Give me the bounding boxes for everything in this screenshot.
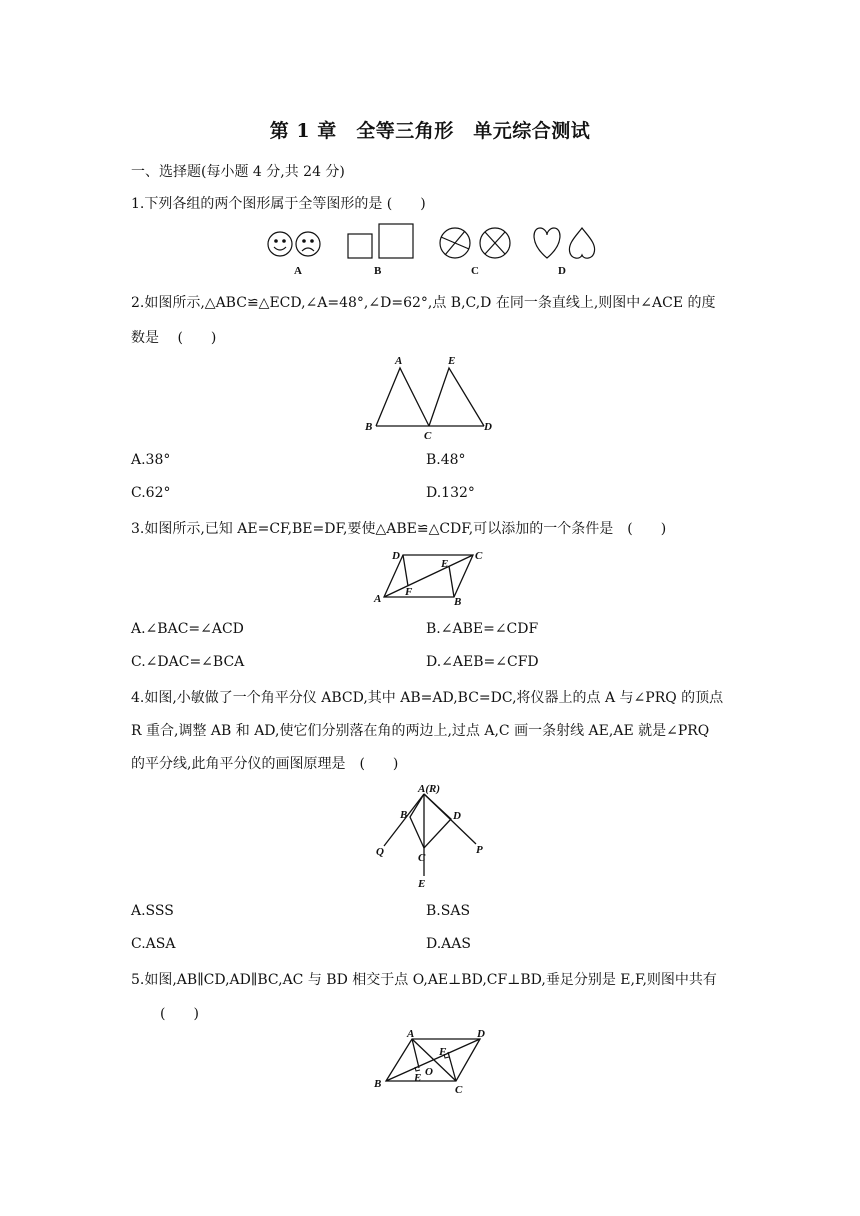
- q1-label-a: A: [294, 265, 302, 277]
- q5-label-o: O: [425, 1066, 433, 1078]
- question-3-figure: [370, 545, 495, 607]
- q1-label-c: C: [471, 265, 479, 277]
- q3-option-c[interactable]: C.∠DAC=∠BCA: [131, 654, 245, 670]
- q3-label-d: D: [392, 550, 400, 562]
- q4-option-c[interactable]: C.ASA: [131, 936, 176, 952]
- q3-option-d[interactable]: D.∠AEB=∠CFD: [426, 654, 539, 670]
- q4-label-e: E: [418, 878, 426, 890]
- q2-label-d: D: [484, 421, 492, 433]
- q4-option-b[interactable]: B.SAS: [426, 903, 471, 919]
- question-1-figure: [258, 222, 608, 280]
- question-5-stem-line-1: 5.如图,AB∥CD,AD∥BC,AC 与 BD 相交于点 O,AE⊥BD,CF⊥BD,垂足分别是 E,F,则图中共有: [131, 972, 717, 988]
- q5-label-c: C: [455, 1084, 463, 1096]
- q2-option-c[interactable]: C.62°: [131, 485, 171, 501]
- q4-label-d: D: [453, 810, 461, 822]
- question-4-figure: [372, 780, 492, 890]
- section-heading: 一、选择题(每小题 4 分,共 24 分): [131, 164, 345, 180]
- q5-label-f: F: [439, 1046, 447, 1058]
- q3-label-e: E: [441, 558, 449, 570]
- q5-label-e: E: [414, 1072, 422, 1084]
- q4-option-a[interactable]: A.SSS: [131, 903, 174, 919]
- question-1-stem: 1.下列各组的两个图形属于全等图形的是 ( ): [131, 196, 426, 212]
- q1-label-b: B: [374, 265, 382, 277]
- q2-label-c: C: [424, 430, 432, 442]
- q4-label-c: C: [418, 852, 426, 864]
- q4-label-p: P: [476, 844, 483, 856]
- q3-label-f: F: [405, 586, 413, 598]
- q4-label-q: Q: [376, 846, 384, 858]
- q3-option-a[interactable]: A.∠BAC=∠ACD: [131, 621, 244, 637]
- q4-label-b: B: [400, 809, 408, 821]
- question-2-stem-line-2: 数是 ( ): [131, 330, 217, 346]
- q4-label-ar: A(R): [418, 783, 440, 795]
- question-2-stem-line-1: 2.如图所示,△ABC≌△ECD,∠A=48°,∠D=62°,点 B,C,D 在同一条直线上,则图中∠ACE 的度: [131, 295, 716, 311]
- q3-label-b: B: [454, 596, 462, 607]
- question-2-figure: [362, 350, 502, 442]
- q5-label-b: B: [374, 1078, 382, 1090]
- q2-label-e: E: [448, 355, 456, 367]
- q3-label-c: C: [475, 550, 483, 562]
- q3-label-a: A: [374, 593, 382, 605]
- q2-option-d[interactable]: D.132°: [426, 485, 475, 501]
- question-5-figure: [370, 1025, 500, 1097]
- q2-label-a: A: [395, 355, 403, 367]
- question-3-stem: 3.如图所示,已知 AE=CF,BE=DF,要使△ABE≌△CDF,可以添加的一个条件是 ( ): [131, 521, 667, 537]
- question-4-stem-line-2: R 重合,调整 AB 和 AD,使它们分别落在角的两边上,过点 A,C 画一条射线 AE,AE 就是∠PRQ: [131, 723, 710, 739]
- q5-label-a: A: [407, 1028, 415, 1040]
- q2-option-a[interactable]: A.38°: [131, 452, 171, 468]
- q1-label-d: D: [558, 265, 566, 277]
- question-4-stem-line-1: 4.如图,小敏做了一个角平分仪 ABCD,其中 AB=AD,BC=DC,将仪器上的点 A 与∠PRQ 的顶点: [131, 690, 724, 706]
- q4-option-d[interactable]: D.AAS: [426, 936, 471, 952]
- q2-label-b: B: [365, 421, 373, 433]
- question-4-stem-line-3: 的平分线,此角平分仪的画图原理是 ( ): [131, 756, 399, 772]
- q3-option-b[interactable]: B.∠ABE=∠CDF: [426, 621, 539, 637]
- q5-label-d: D: [477, 1028, 485, 1040]
- q2-option-b[interactable]: B.48°: [426, 452, 466, 468]
- page-title: 第 1 章 全等三角形 单元综合测试: [269, 120, 591, 142]
- question-5-stem-line-2: ( ): [160, 1006, 199, 1022]
